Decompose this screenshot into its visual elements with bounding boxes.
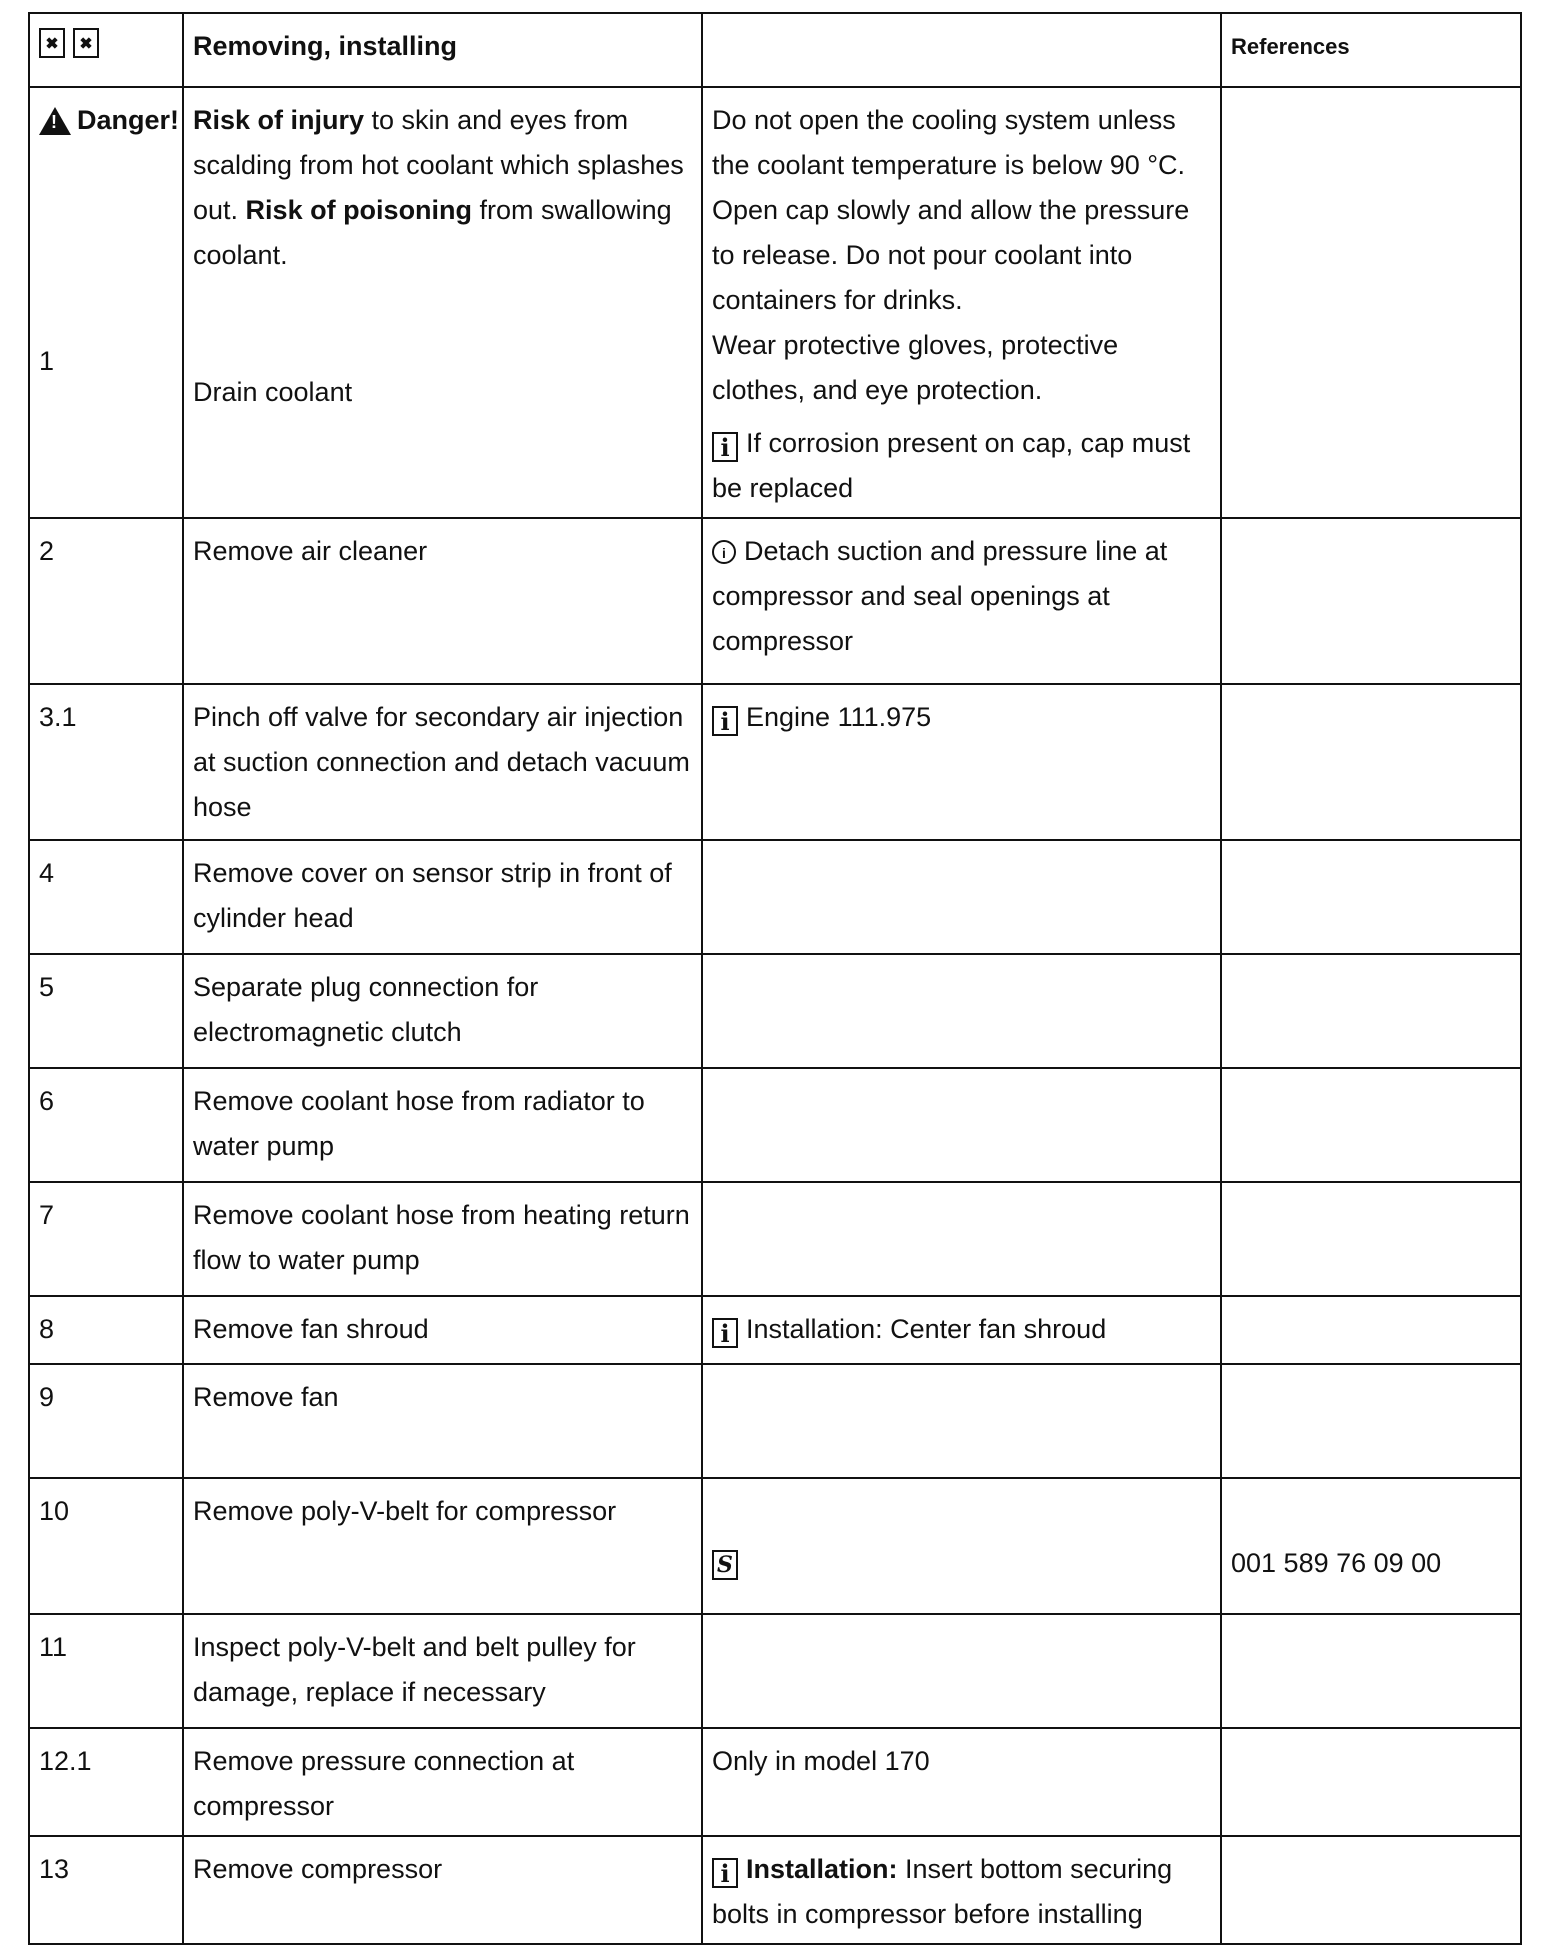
row-ref-cell — [1221, 1728, 1521, 1836]
step-number: 12.1 — [29, 1728, 183, 1836]
table-row — [29, 684, 1521, 840]
table-row — [29, 1068, 1521, 1182]
row-ref-cell — [1221, 1364, 1521, 1478]
row-ref-cell — [1221, 1836, 1521, 1944]
table-row — [29, 1614, 1521, 1728]
step-number: 1 — [39, 345, 55, 376]
step-note — [702, 1068, 1221, 1182]
step-action: Drain coolant — [193, 377, 353, 407]
step-number: 6 — [29, 1068, 183, 1182]
table-row — [29, 518, 1521, 684]
tool-reference-icon: S — [712, 1550, 738, 1580]
step-note: Only in model 170 — [702, 1728, 1221, 1836]
step-note: i Installation: Insert bottom securing bolts in compressor before installing — [702, 1836, 1221, 1944]
danger-label — [39, 98, 179, 143]
row-ref-cell — [1221, 518, 1521, 684]
step-note — [702, 1614, 1221, 1728]
step-note — [702, 1478, 1221, 1614]
table-row — [29, 1478, 1521, 1614]
warning-triangle-icon — [39, 107, 71, 135]
step-action: Inspect poly-V-belt and belt pulley for damage, replace if necessary — [183, 1614, 702, 1728]
step-note — [702, 954, 1221, 1068]
row-ref-cell — [1221, 1068, 1521, 1182]
row-ref-cell — [1221, 1296, 1521, 1364]
step-number: 11 — [29, 1614, 183, 1728]
step-note: i If corrosion present on cap, cap must be replaced — [712, 428, 1191, 503]
table-header-row — [29, 13, 1521, 87]
step-note: i Installation: Center fan shroud — [702, 1296, 1221, 1364]
step-number: 2 — [29, 518, 183, 684]
danger-measure-2: Wear protective gloves, protective clothes, and eye protection. — [712, 330, 1119, 405]
row-num-cell — [29, 87, 183, 518]
step-note — [702, 840, 1221, 954]
step-action: Remove poly-V-belt for compressor — [183, 1478, 702, 1614]
table-row — [29, 1182, 1521, 1296]
danger-measure-1: Do not open the cooling system unless the coolant temperature is below 90 °C. Open cap slowly and allow the pressure to release. Do not pour coolant into containers for drinks. — [712, 105, 1190, 315]
special-tool-icon — [73, 28, 99, 58]
danger-risk-text: Risk of injury to skin and eyes from scalding from hot coolant which splashes out. Risk of poisoning from swallowing coolant. — [193, 105, 684, 270]
header-icons-cell — [29, 13, 183, 87]
note-icon: i — [712, 540, 736, 564]
step-action: Separate plug connection for electromagnetic clutch — [183, 954, 702, 1068]
step-action: Remove pressure connection at compressor — [183, 1728, 702, 1836]
row-ref-cell — [1221, 684, 1521, 840]
table-row — [29, 1728, 1521, 1836]
step-action: Remove coolant hose from heating return flow to water pump — [183, 1182, 702, 1296]
step-note: i Detach suction and pressure line at compressor and seal openings at compressor — [702, 518, 1221, 684]
info-icon: i — [712, 1318, 738, 1348]
row-action-cell — [183, 87, 702, 518]
special-tool-icon — [39, 28, 65, 58]
info-icon: i — [712, 432, 738, 462]
step-number: 13 — [29, 1836, 183, 1944]
table-row — [29, 1296, 1521, 1364]
step-action: Remove fan — [183, 1364, 702, 1478]
step-note — [702, 1182, 1221, 1296]
table-row — [29, 954, 1521, 1068]
header-blank-cell — [702, 13, 1221, 87]
step-action: Remove compressor — [183, 1836, 702, 1944]
row-ref-cell — [1221, 1478, 1521, 1614]
step-number: 7 — [29, 1182, 183, 1296]
info-icon: i — [712, 706, 738, 736]
procedure-sheet — [28, 12, 1520, 1929]
row-ref-cell — [1221, 87, 1521, 518]
header-title: Removing, installing — [183, 13, 702, 87]
row-ref-cell — [1221, 954, 1521, 1068]
table-row — [29, 1364, 1521, 1478]
info-icon: i — [712, 1858, 738, 1888]
step-action: Remove cover on sensor strip in front of cylinder head — [183, 840, 702, 954]
tool-number: 001 589 76 09 00 — [1231, 1548, 1442, 1578]
step-number: 3.1 — [29, 684, 183, 840]
header-references: References — [1221, 13, 1521, 87]
step-note — [702, 1364, 1221, 1478]
table-row — [29, 1836, 1521, 1944]
row-note-cell — [702, 87, 1221, 518]
step-number: 4 — [29, 840, 183, 954]
step-number: 10 — [29, 1478, 183, 1614]
step-action: Remove air cleaner — [183, 518, 702, 684]
step-action: Pinch off valve for secondary air injection at suction connection and detach vacuum hose — [183, 684, 702, 840]
danger-text: Danger! — [77, 105, 180, 135]
row-ref-cell — [1221, 840, 1521, 954]
step-number: 9 — [29, 1364, 183, 1478]
step-number: 8 — [29, 1296, 183, 1364]
row-ref-cell — [1221, 1614, 1521, 1728]
step-action: Remove fan shroud — [183, 1296, 702, 1364]
step-number: 5 — [29, 954, 183, 1068]
step-note: i Engine 111.975 — [702, 684, 1221, 840]
table-row — [29, 87, 1521, 518]
procedure-table — [28, 12, 1522, 1945]
table-row — [29, 840, 1521, 954]
row-ref-cell — [1221, 1182, 1521, 1296]
step-action: Remove coolant hose from radiator to water pump — [183, 1068, 702, 1182]
